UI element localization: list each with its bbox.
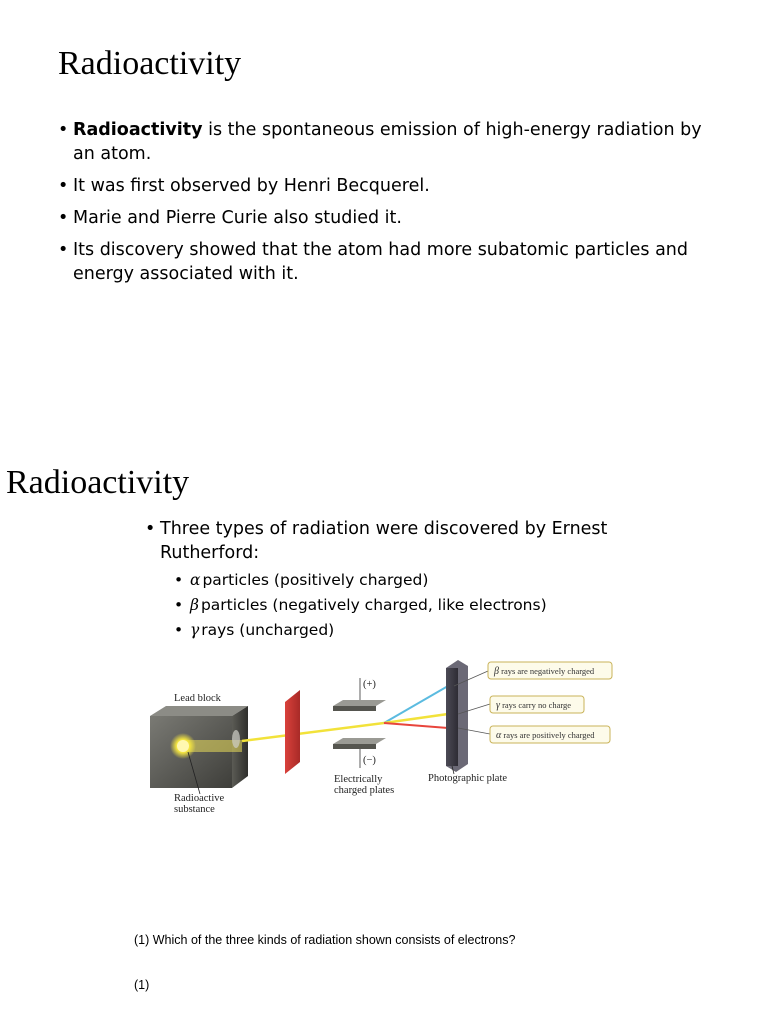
plates-label-line1: Electrically [334, 774, 383, 785]
radiation-type-list [160, 568, 665, 643]
radiation-beta-item [174, 593, 665, 618]
beta-callout [488, 662, 612, 679]
svg-text:α rays are positively charged: α rays are positively charged [496, 730, 595, 741]
svg-text:γ rays carry no charge: γ rays carry no charge [496, 700, 572, 711]
bullet-bold-term: Radioactivity [73, 120, 203, 140]
plates-label-line2: charged plates [334, 785, 395, 796]
alpha-symbol: α [190, 571, 201, 589]
bullet-item [145, 517, 665, 643]
answer-label: (1) [134, 978, 150, 992]
slide-1-title: Radioactivity [58, 45, 242, 82]
svg-text:β rays are negatively charged: β rays are negatively charged [494, 666, 595, 677]
slide-1-bullet-list [58, 118, 718, 294]
bullet-text: is the spontaneous emission of high-energy radiation by an atom. [73, 120, 702, 164]
alpha-callout [490, 726, 610, 743]
sub-bullet-text: rays (uncharged) [201, 621, 335, 639]
radiation-gamma-item [174, 618, 665, 643]
bullet-text: Its discovery showed that the atom had more subatomic particles and energy associated with it. [73, 240, 688, 284]
radioactive-substance-label-line1: Radioactive [174, 793, 225, 804]
sub-bullet-text: particles (negatively charged, like electrons) [200, 596, 547, 614]
bullet-text: Marie and Pierre Curie also studied it. [73, 208, 402, 228]
bullet-text: Three types of radiation were discovered by Ernest Rutherford: [160, 519, 608, 563]
bullet-text: It was first observed by Henri Becquerel. [73, 176, 430, 196]
minus-sign-label: (−) [363, 755, 376, 766]
bullet-item [58, 174, 718, 198]
bullet-item [58, 238, 718, 286]
bullet-item [58, 206, 718, 230]
charged-plate-negative [333, 738, 386, 768]
beta-symbol: β [190, 596, 199, 614]
slide-2-bullet-list [145, 517, 665, 643]
plus-sign-label: (+) [363, 679, 376, 690]
gamma-callout [490, 696, 584, 713]
photographic-plate-label: Photographic plate [428, 773, 508, 784]
question-prompt: (1) Which of the three kinds of radiation shown consists of electrons? [134, 933, 516, 947]
radioactive-substance-label-line2: substance [174, 804, 215, 815]
radiation-alpha-item [174, 568, 665, 593]
photographic-plate [446, 660, 468, 774]
sub-bullet-text: particles (positively charged) [202, 571, 429, 589]
alpha-ray [384, 723, 448, 728]
lead-block-label: Lead block [174, 693, 221, 704]
bullet-item [58, 118, 718, 166]
red-screen [285, 690, 300, 774]
charged-plate-positive [333, 678, 386, 711]
lead-block [150, 706, 248, 788]
slide-2-title: Radioactivity [6, 464, 190, 501]
radiation-apparatus-diagram [148, 656, 618, 818]
gamma-symbol: γ [190, 621, 200, 639]
